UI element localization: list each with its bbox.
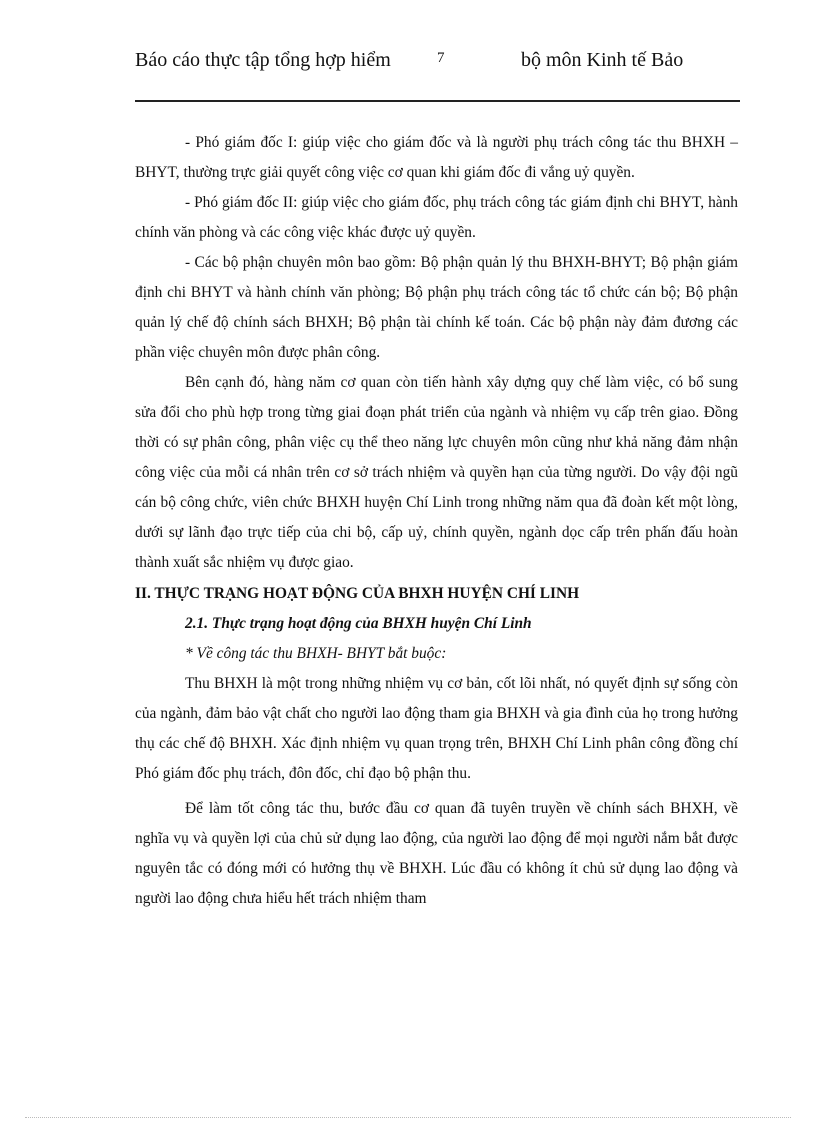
paragraph-collection-task: Thu BHXH là một trong những nhiệm vụ cơ bản, cốt lõi nhất, nó quyết định sự sống còn của ngành, đảm bảo vật chất cho người lao động tham gia BHXH và gia đình của họ trong hưởng thụ các chế độ BHXH. Xác định nhiệm vụ quan trọng trên, BHXH Chí Linh phân công đồng chí Phó giám đốc phụ trách, đôn đốc, chỉ đạo bộ phận thu. [135,675,738,782]
paragraph-work-rules: Bên cạnh đó, hàng năm cơ quan còn tiến hành xây dựng quy chế làm việc, có bổ sung sửa đổi cho phù hợp trong từng giai đoạn phát triển của ngành và nhiệm vụ cấp trên giao. Đồng thời có sự phân công, phân việc cụ thể theo năng lực chuyên môn cũng như khả năng đảm nhận công việc của mỗi cá nhân trên cơ sở trách nhiệm và quyền hạn của từng người. Do vậy đội ngũ cán bộ công chức, viên chức BHXH huyện Chí Linh trong những năm qua đã đoàn kết một lòng, dưới sự lãnh đạo trực tiếp của chi bộ, cấp uỷ, chính quyền, ngành dọc cấp trên phấn đấu hoàn thành xuất sắc nhiệm vụ được giao. [135,374,738,571]
subsection-heading: 2.1. Thực trạng hoạt động của BHXH huyện Chí Linh [185,615,532,632]
italic-heading: * Về công tác thu BHXH- BHYT bắt buộc: [185,645,447,662]
page-number: 7 [437,50,445,66]
paragraph-deputy-director-2: - Phó giám đốc II: giúp việc cho giám đốc, phụ trách công tác giám định chi BHYT, hành chính văn phòng và các công việc khác được uỷ quyền. [135,194,738,241]
document-body [135,128,738,914]
section-heading: II. THỰC TRẠNG HOẠT ĐỘNG CỦA BHXH HUYỆN CHÍ LINH [135,585,580,602]
page-header [135,48,740,102]
header-left-title: Báo cáo thực tập tổng hợp hiểm [135,49,391,71]
paragraph-collection-work: Để làm tốt công tác thu, bước đầu cơ quan đã tuyên truyền về chính sách BHXH, về nghĩa vụ và quyền lợi của chủ sử dụng lao động, của người lao động để mọi người nắm bắt được nguyên tắc có đóng mới có hưởng thụ về BHXH. Lúc đầu có không ít chủ sử dụng lao động và người lao động chưa hiểu hết trách nhiệm tham [135,800,738,907]
header-right-title: bộ môn Kinh tế Bảo [521,49,684,71]
page-bottom-divider [25,1117,791,1118]
paragraph-departments: - Các bộ phận chuyên môn bao gồm: Bộ phận quản lý thu BHXH-BHYT; Bộ phận giám định chi BHYT và hành chính văn phòng; Bộ phận phụ trách công tác tổ chức cán bộ; Bộ phận quản lý chế độ chính sách BHXH; Bộ phận tài chính kế toán. Các bộ phận này đảm đương các phần việc chuyên môn được phân công. [135,254,738,361]
paragraph-deputy-director-1: - Phó giám đốc I: giúp việc cho giám đốc và là người phụ trách công tác thu BHXH – BHYT, thường trực giải quyết công việc cơ quan khi giám đốc đi vắng uỷ quyền. [135,134,738,181]
